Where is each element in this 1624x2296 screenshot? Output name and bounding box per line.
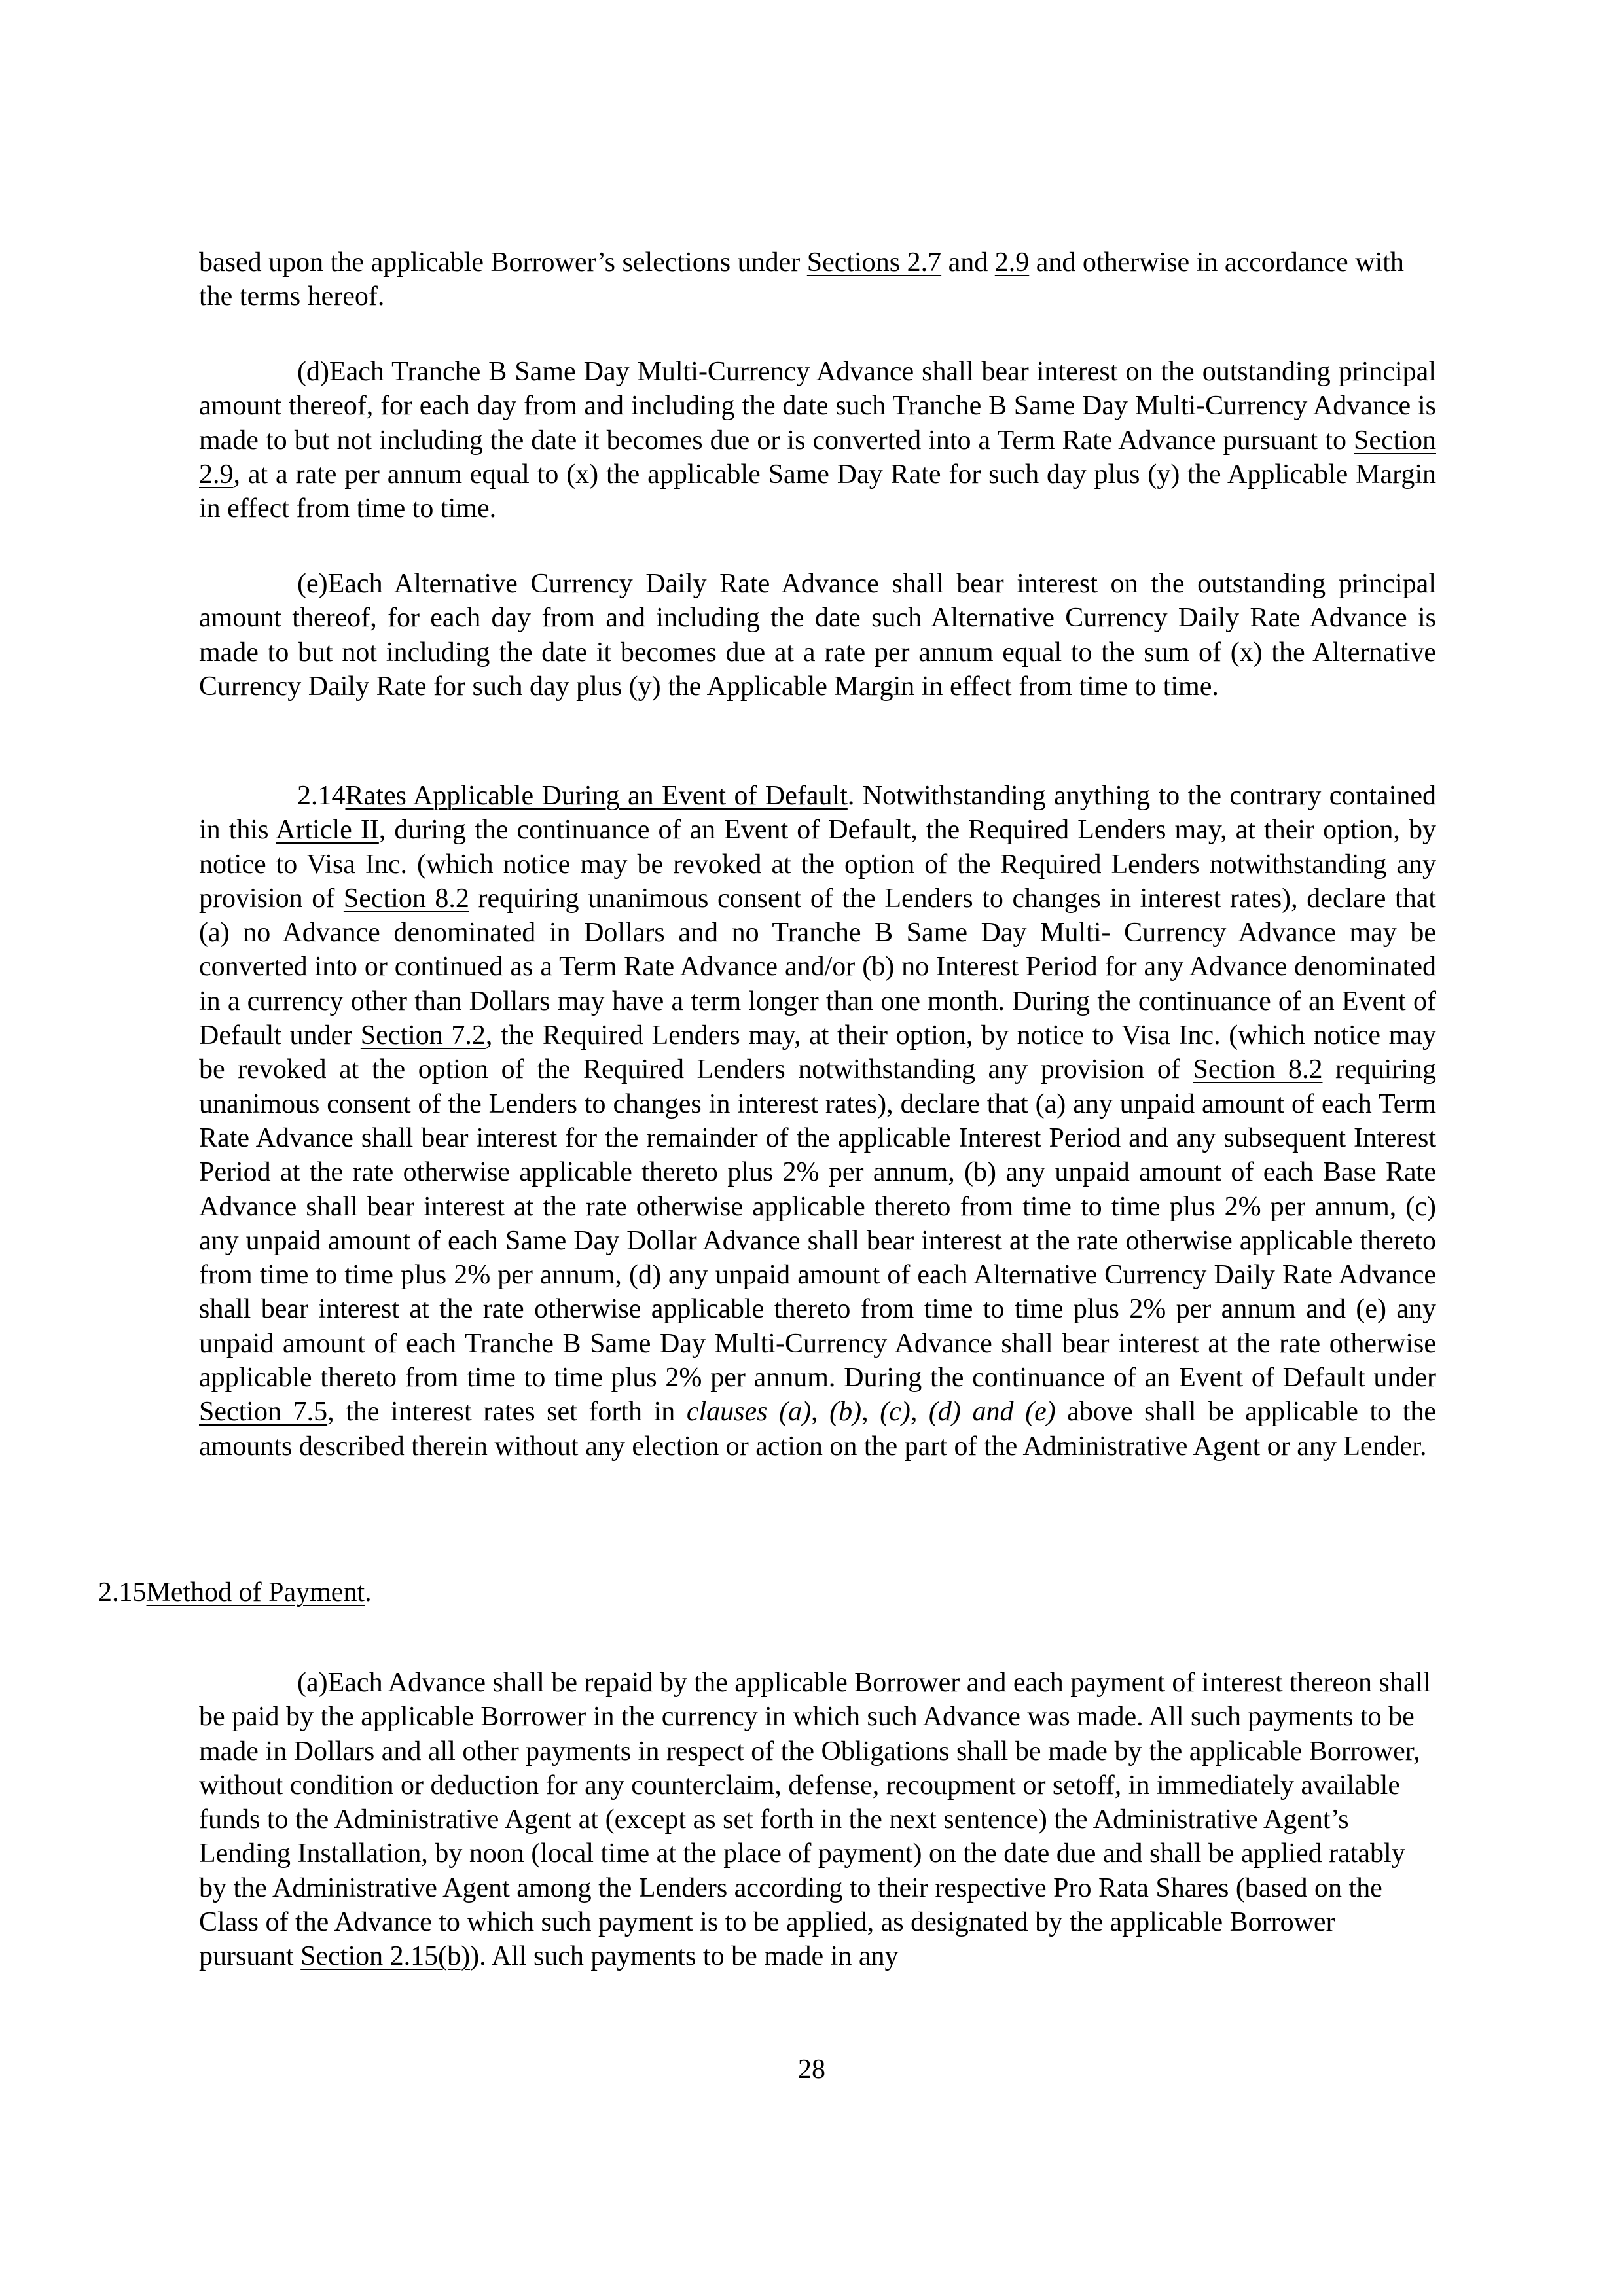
text-run: Each Tranche B Same Day Multi-Currency Advance shall bear interest on the outstanding principal amount thereof, for each day from and including the date such Tranche B Same Day Multi-Currency Advance is made to but not including the date it becomes due or is converted into a Term Rate Advance pursuant to: [199, 357, 1436, 456]
text-run: requiring unanimous consent of the Lenders to changes in interest rates), declare that (a) no Advance denominated in Dollars and no Tranche B Same Day Multi- Currency Advance may be converted into or continued as a Term Rate Advance and/or (b) no Interest Period for any Advance denominated in a currency other than Dollars may have a term longer than one month. During the continuance of an Event of Default under: [199, 883, 1437, 1051]
text-run: , the interest rates set forth in: [327, 1397, 687, 1427]
cross-reference-link: Section 7.5: [199, 1397, 328, 1427]
paragraph-continuation: [199, 245, 1436, 314]
italic-text: clauses (a): [686, 1397, 812, 1427]
section-number: 2.15: [98, 1577, 147, 1607]
page-number: 28: [798, 2054, 825, 2085]
section-2-14-paragraph: [199, 779, 1436, 1463]
cross-reference-link: Section 2.9: [199, 425, 1436, 490]
cross-reference-link: Section 7.2: [360, 1020, 486, 1051]
clause-label: (e): [297, 569, 328, 599]
section-2-15-heading: [98, 1575, 372, 1609]
text-run: , during the continuance of an Event of Default, the Required Lenders may, at their option, by notice to Visa Inc. (which notice may be revoked at the option of the Required Lenders notwithstanding any provision of: [199, 815, 1436, 914]
cross-reference-link: Section 8.2: [343, 883, 469, 914]
text-run: .: [365, 1577, 372, 1607]
text-run: , at a rate per annum equal to (x) the applicable Same Day Rate for such day plus (y) the Applicable Margin in effect from time to time.: [199, 459, 1436, 524]
text-run: Each Advance shall be repaid by the applicable Borrower and each payment of interest thereon shall be paid by the applicable Borrower in the currency in which such Advance was made. All such payments to be made in Dollars and all other payments in respect of the Obligations shall be made by the applicable Borrower, without condition or deduction for any counterclaim, defense, recoupment or setoff, in immediately available funds to the Administrative Agent at (except as set forth in the next sentence) the Administrative Agent’s Lending Installation, by noon (local time at the place of payment) on the date due and shall be applied ratably by the Administrative Agent among the Lenders according to their respective Pro Rata Shares (based on the Class of the Advance to which such payment is to be applied, as designated by the applicable Borrower pursuant: [199, 1668, 1431, 1972]
text-run: and: [941, 247, 995, 278]
paragraph-clause-a: [199, 1666, 1436, 1974]
cross-reference-link: Sections 2.7: [806, 247, 942, 278]
text-run: requiring unanimous consent of the Lenders to changes in interest rates), declare that (a) any unpaid amount of each Term Rate Advance shall bear interest for the remainder of the applicable Interest Period and any subsequent Interest Period at the rate otherwise applicable thereto plus 2% per annum, (b) any unpaid amount of each Base Rate Advance shall bear interest at the rate otherwise applicable thereto from time to time plus 2% per annum, (c) any unpaid amount of each Same Day Dollar Advance shall bear interest at the rate otherwise applicable thereto from time to time plus 2% per annum, (d) any unpaid amount of each Alternative Currency Daily Rate Advance shall bear interest at the rate otherwise applicable thereto from time to time plus 2% per annum and (e) any unpaid amount of each Tranche B Same Day Multi-Currency Advance shall bear interest at the rate otherwise applicable thereto from time to time plus 2% per annum. During the continuance of an Event of Default under: [199, 1054, 1436, 1393]
section-title: Method of Payment: [146, 1577, 365, 1607]
italic-text: (c), (d) and (e): [880, 1397, 1056, 1427]
cross-reference-link: 2.9: [994, 247, 1030, 278]
text-run: ,: [861, 1397, 880, 1427]
text-run: ). All such payments to be made in any: [470, 1941, 899, 1972]
cross-reference-link: Section 8.2: [1193, 1054, 1323, 1085]
cross-reference-link: Article II: [276, 815, 379, 846]
text-run: Each Alternative Currency Daily Rate Advance shall bear interest on the outstanding principal amount thereof, for each day from and including the date such Alternative Currency Daily Rate Advance is made to but not including the date it becomes due at a rate per annum equal to the sum of (x) the Alternative Currency Daily Rate for such day plus (y) the Applicable Margin in effect from time to time.: [199, 569, 1436, 702]
paragraph-clause-e: [199, 567, 1436, 704]
text-run: ,: [811, 1397, 830, 1427]
text-run: , the Required Lenders may, at their option, by notice to Visa Inc. (which notice may be revoked at the option of the Required Lenders notwithstanding any provision of: [199, 1020, 1436, 1085]
section-title: Rates Applicable During an Event of Default: [345, 781, 848, 811]
text-run: above shall be applicable to the amounts described therein without any election or action on the part of the Administrative Agent or any Lender.: [199, 1397, 1437, 1462]
italic-text: (b): [829, 1397, 862, 1427]
clause-label: (a): [297, 1668, 328, 1698]
clause-label: (d): [297, 357, 329, 387]
text-run: . Notwithstanding anything to the contrary contained in this: [199, 781, 1437, 846]
text-run: and otherwise in accordance with the terms hereof.: [199, 247, 1404, 312]
paragraph-clause-d: [199, 355, 1436, 526]
text-run: based upon the applicable Borrower’s selections under: [199, 247, 807, 278]
cross-reference-link: Section 2.15(b): [300, 1941, 471, 1972]
section-number: 2.14: [297, 781, 346, 811]
